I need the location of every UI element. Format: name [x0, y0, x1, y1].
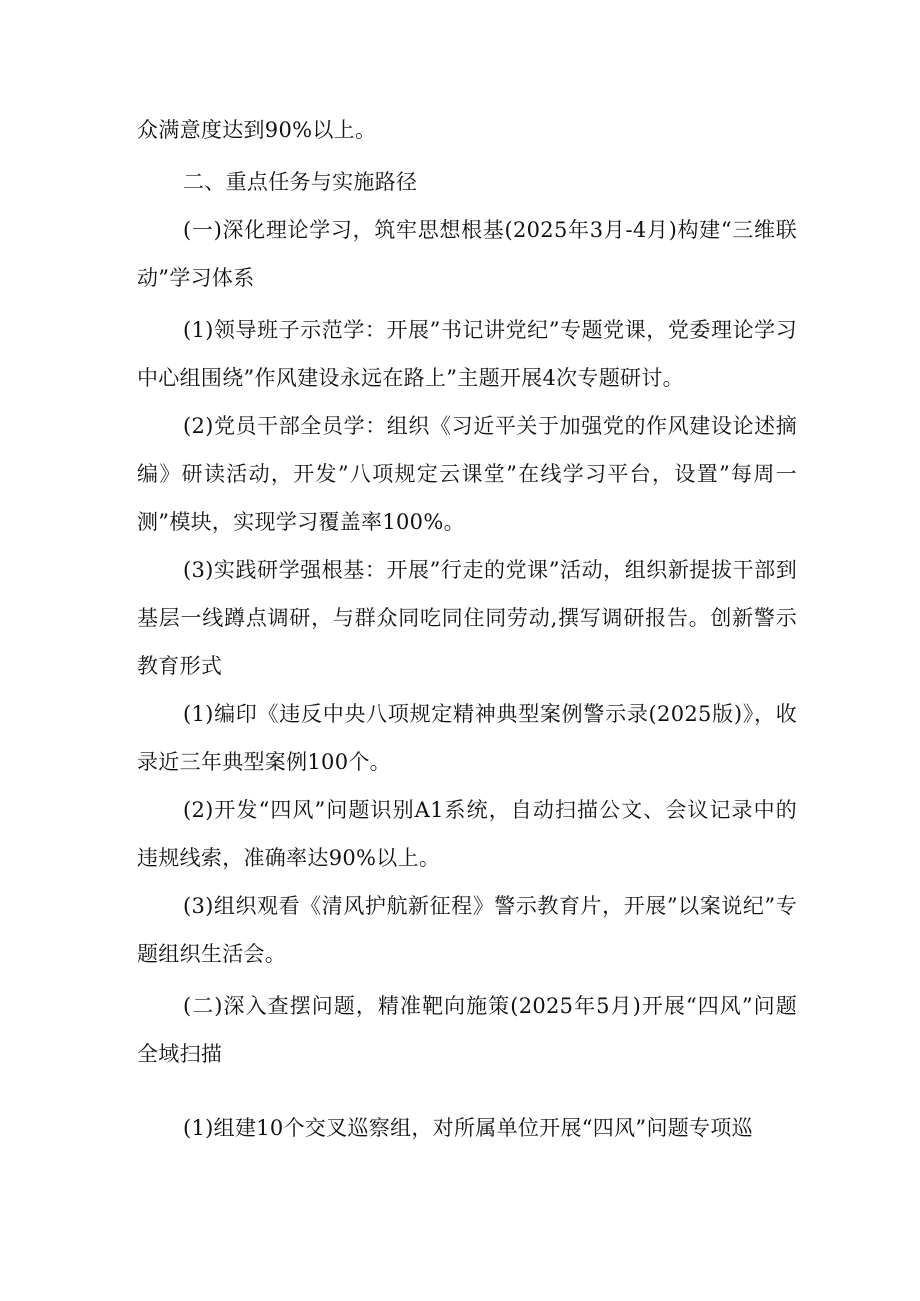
list-item: (2)开发“四风”问题识别A1系统，自动扫描公文、会议记录中的违规线索，准确率达90%以上。 [137, 798, 797, 870]
subsection-heading: (二)深入查摆问题，精准靶向施策(2025年5月)开展“四风”问题全域扫描 [137, 994, 797, 1066]
list-item: (3)实践研学强根基：开展”行走的党课”活动，组织新提拔干部到基层一线蹲点调研，与群众同吃同住同劳动,撰写调研报告。创新警示教育形式 [137, 558, 797, 678]
list-item: (1)组建10个交叉巡察组，对所属单位开展“四风”问题专项巡 [183, 1116, 753, 1140]
subsection-heading: (一)深化理论学习，筑牢思想根基(2025年3月-4月)构建“三维联动”学习体系 [137, 218, 797, 290]
list-item: (1)领导班子示范学：开展”书记讲党纪”专题党课，党委理论学习中心组围绕”作风建设永远在路上”主题开展4次专题研讨。 [137, 318, 797, 390]
section-heading: 二、重点任务与实施路径 [183, 170, 418, 194]
paragraph-continuation: 众满意度达到90%以上。 [137, 118, 377, 142]
list-item: (2)党员干部全员学：组织《习近平关于加强党的作风建设论述摘编》研读活动，开发”八项规定云课堂”在线学习平台，设置”每周一测”模块，实现学习覆盖率100%。 [137, 414, 797, 534]
list-item: (1)编印《违反中央八项规定精神典型案例警示录(2025版)》，收录近三年典型案例100个。 [137, 702, 797, 774]
list-item: (3)组织观看《清风护航新征程》警示教育片，开展”以案说纪”专题组织生活会。 [137, 894, 797, 966]
